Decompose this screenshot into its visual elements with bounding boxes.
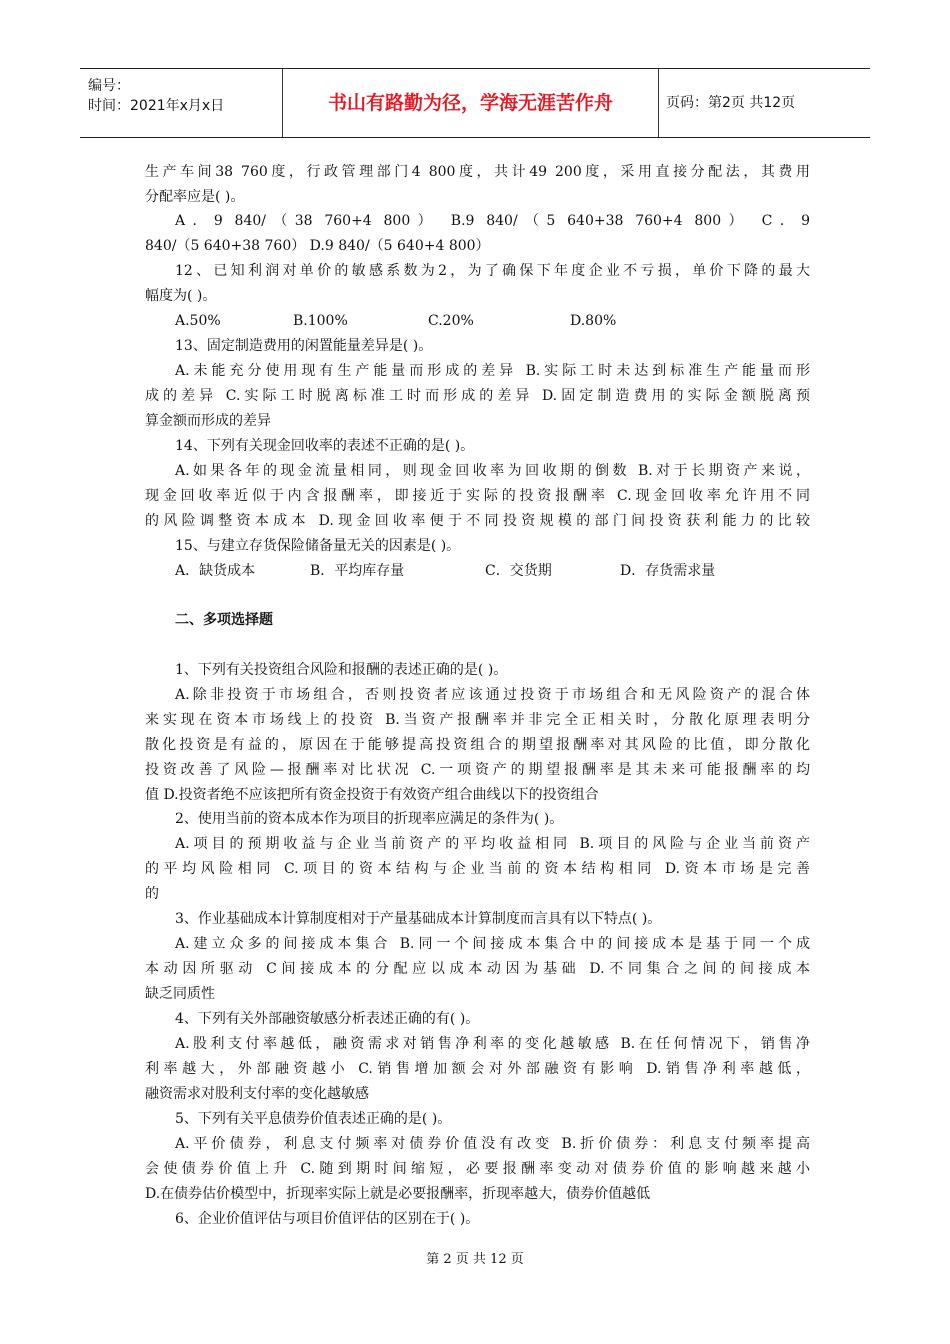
option-line: A．9 840/（38 760+4 800） B.9 840/（5 640+38 760+4 800） C．9 bbox=[175, 213, 810, 229]
text-line: D.在债券估价模型中，折现率实际上就是必要报酬率，折现率越大，债券价值越低 bbox=[145, 1186, 651, 1202]
mq-2: 2、使用当前的资本成本作为项目的折现率应满足的条件为( )。 bbox=[175, 811, 564, 827]
question-13: 13、固定制造费用的闲置能量差异是( )。 bbox=[175, 338, 433, 354]
text-line: 会使债券价值上升 C.随到期时间缩短，必要报酬率变动对债券价值的影响越来越小 bbox=[145, 1161, 810, 1177]
text-line: 融资需求对股利支付率的变化越敏感 bbox=[145, 1086, 369, 1102]
text-line: A.股利支付率越低，融资需求对销售净利率的变化越敏感 B.在任何情况下，销售净 bbox=[175, 1036, 810, 1052]
text-line: 成的差异 C.实际工时脱离标准工时而形成的差异 D.固定制造费用的实际金额脱离预 bbox=[145, 388, 810, 404]
text-line: 现金回收率近似于内含报酬率，即接近于实际的投资报酬率 C.现金回收率允许用不同 bbox=[145, 488, 810, 504]
text-line: 值 D.投资者绝不应该把所有资金投资于有效资产组合曲线以下的投资组合 bbox=[145, 787, 599, 803]
text-line: 算金额而形成的差异 bbox=[145, 413, 271, 429]
text-line: A.未能充分使用现有生产能量而形成的差异 B.实际工时未达到标准生产能量而形 bbox=[175, 363, 810, 379]
text-line: 生产车间38 760度，行政管理部门4 800度，共计49 200度，采用直接分配法，其费用 bbox=[145, 164, 810, 180]
option: C.20% bbox=[428, 313, 474, 329]
text-line: A.如果各年的现金流量相同，则现金回收率为回收期的倒数 B.对于长期资产来说， bbox=[175, 463, 810, 479]
option-line: 840/（5 640+38 760） D.9 840/（5 640+4 800） bbox=[145, 238, 490, 254]
header-page-label: 页码：第2页 共12页 bbox=[666, 95, 796, 111]
option: A．缺货成本 bbox=[175, 563, 256, 579]
page-footer: 第 2 页 共 12 页 bbox=[426, 1252, 524, 1267]
mq-4: 4、下列有关外部融资敏感分析表述正确的有( )。 bbox=[175, 1011, 480, 1027]
text-line: 本动因所驱动 C间接成本的分配应以成本动因为基础 D.不同集合之间的间接成本 bbox=[145, 961, 810, 977]
text-line: 投资改善了风险—报酬率对比状况 C.一项资产的期望报酬率是其未来可能报酬率的均 bbox=[145, 762, 810, 778]
option: B.100% bbox=[293, 313, 348, 329]
text-line: A.项目的预期收益与企业当前资产的平均收益相同 B.项目的风险与企业当前资产 bbox=[175, 836, 810, 852]
options-12 bbox=[175, 311, 810, 331]
mq-6: 6、企业价值评估与项目价值评估的区别在于( )。 bbox=[175, 1211, 480, 1227]
text-line: 幅度为( )。 bbox=[145, 288, 217, 304]
option: D．存货需求量 bbox=[620, 563, 716, 579]
text-line: 的平均风险相同 C.项目的资本结构与企业当前的资本结构相同 D.资本市场是完善 bbox=[145, 861, 810, 877]
text-line: 分配率应是( )。 bbox=[145, 189, 245, 205]
text-line: A.除非投资于市场组合，否则投资者应该通过投资于市场组合和无风险资产的混合体 bbox=[175, 687, 810, 703]
mq-3: 3、作业基础成本计算制度相对于产量基础成本计算制度而言具有以下特点( )。 bbox=[175, 911, 662, 927]
doc-date-label: 时间：2021年x月x日 bbox=[88, 98, 225, 114]
question-15: 15、与建立存货保险储备量无关的因素是( )。 bbox=[175, 538, 461, 554]
text-line: 散化投资是有益的，原因在于能够提高投资组合的期望报酬率对其风险的比值，即分散化 bbox=[145, 737, 810, 753]
mq-1: 1、下列有关投资组合风险和报酬的表述正确的是( )。 bbox=[175, 662, 508, 678]
doc-number-label: 编号： bbox=[88, 78, 130, 94]
option: B．平均库存量 bbox=[310, 563, 405, 579]
header-meta bbox=[80, 69, 283, 137]
mq-5: 5、下列有关平息债券价值表述正确的是( )。 bbox=[175, 1111, 452, 1127]
text-line: 的风险调整资本成本 D.现金回收率便于不同投资规模的部门间投资获利能力的比较 bbox=[145, 513, 810, 529]
option: A.50% bbox=[175, 313, 221, 329]
option: D.80% bbox=[570, 313, 617, 329]
text-line: 来实现在资本市场线上的投资 B.当资产报酬率并非完全正相关时，分散化原理表明分 bbox=[145, 712, 810, 728]
option: C．交货期 bbox=[485, 563, 552, 579]
header-motto: 书山有路勤为径，学海无涯苦作舟 bbox=[283, 69, 659, 137]
question-12: 12、已知利润对单价的敏感系数为2，为了确保下年度企业不亏损，单价下降的最大 bbox=[175, 263, 810, 279]
page-header bbox=[80, 68, 870, 138]
question-14: 14、下列有关现金回收率的表述不正确的是( )。 bbox=[175, 438, 475, 454]
text-line: 的 bbox=[145, 886, 159, 902]
section-heading: 二、多项选择题 bbox=[175, 612, 273, 628]
text-line: A.建立众多的间接成本集合 B.同一个间接成本集合中的间接成本是基于同一个成 bbox=[175, 936, 810, 952]
options-15 bbox=[175, 561, 810, 581]
text-line: A.平价债券，利息支付频率对债券价值没有改变 B.折价债券：利息支付频率提高 bbox=[175, 1136, 810, 1152]
text-line: 利率越大，外部融资越小 C.销售增加额会对外部融资有影响 D.销售净利率越低， bbox=[145, 1061, 810, 1077]
text-line: 缺乏同质性 bbox=[145, 986, 215, 1002]
